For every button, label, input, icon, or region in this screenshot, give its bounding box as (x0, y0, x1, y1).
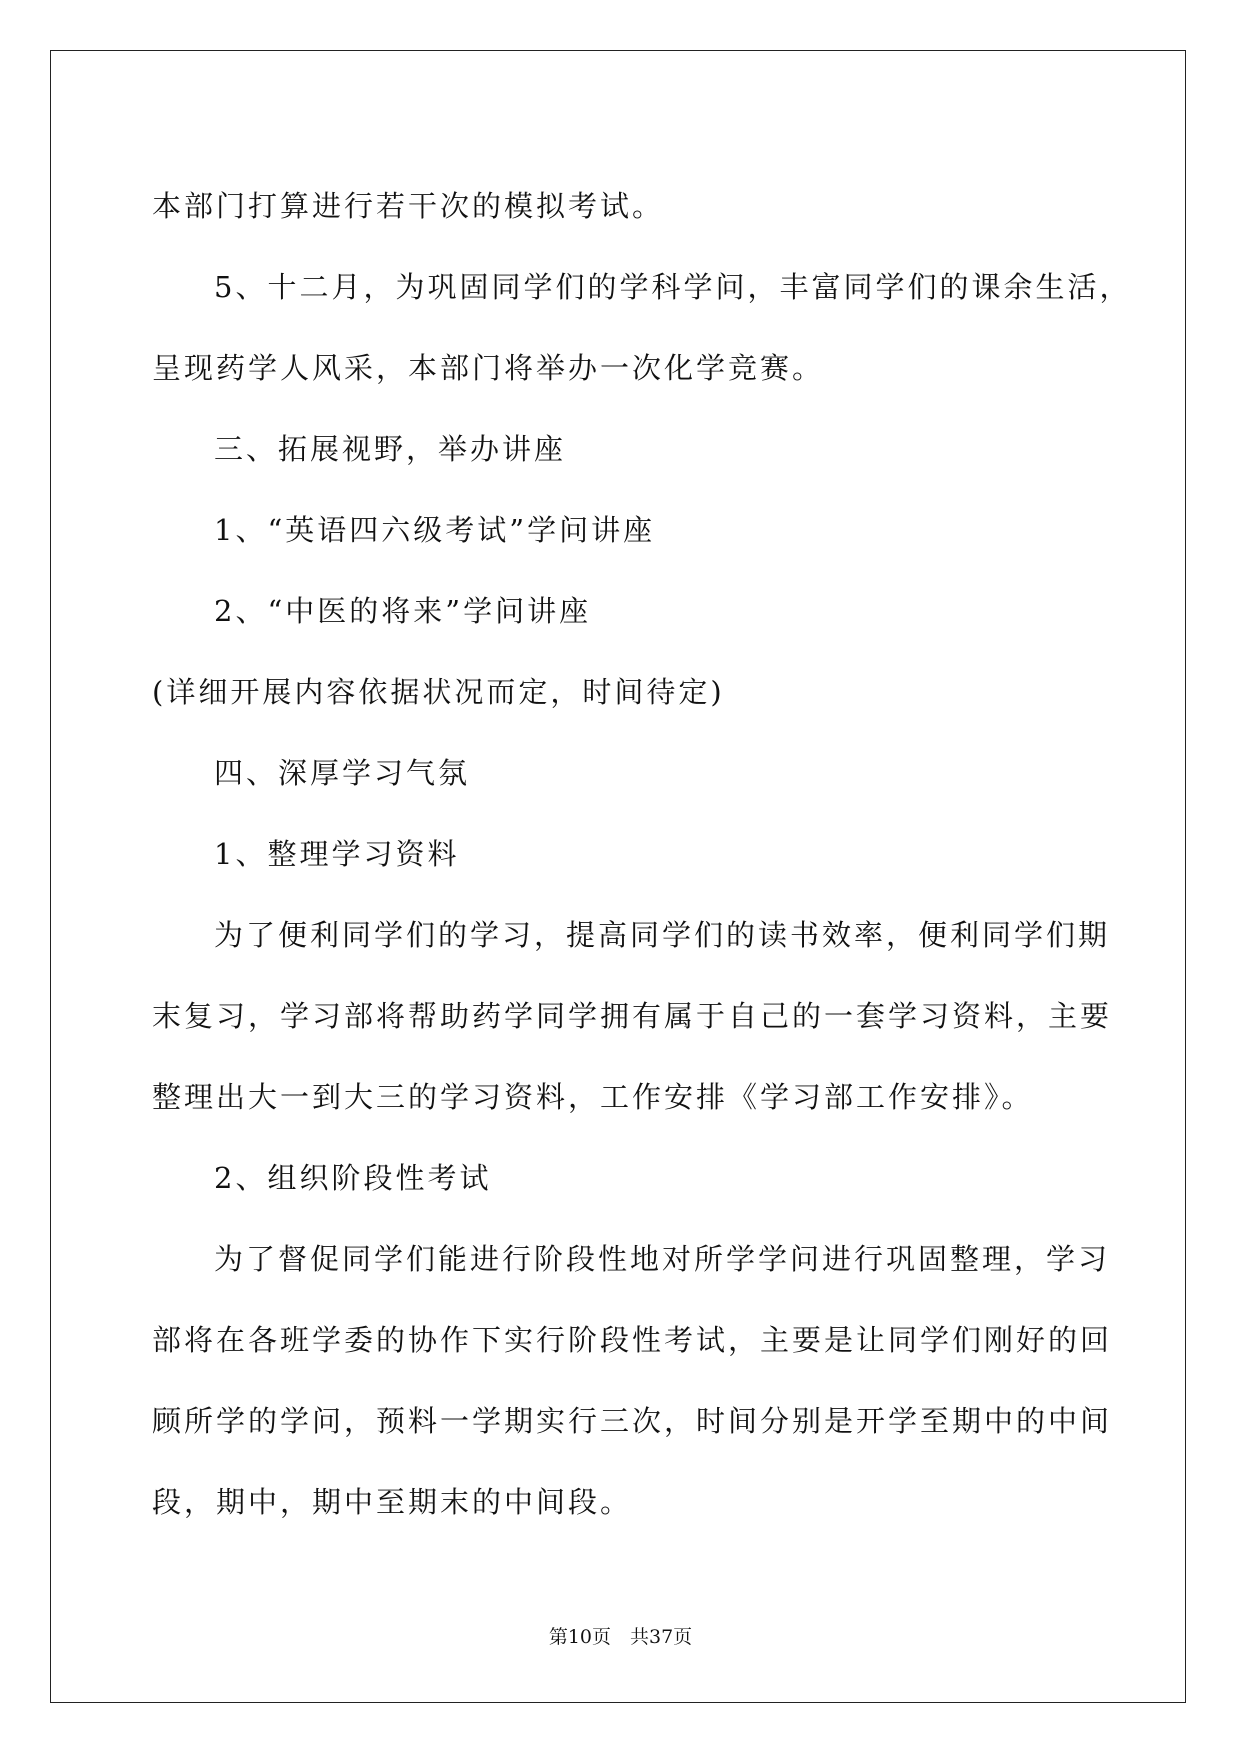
list-item: 1、“英语四六级考试”学问讲座 (214, 513, 656, 547)
list-item: 2、“中医的将来”学问讲座 (214, 594, 592, 628)
paragraph-line: 5、十二月，为巩固同学们的学科学问，丰富同学们的课余生活， (214, 270, 1132, 304)
document-body (152, 166, 1132, 1543)
paragraph-line: 本部门打算进行若干次的模拟考试。 (152, 189, 665, 223)
section-heading: 四、深厚学习气氛 (214, 756, 471, 790)
page-number: 第10页 共37页 (548, 1626, 693, 1648)
paragraph-line: 为了便利同学们的学习，提高同学们的读书效率，便利同学们期 (214, 918, 1111, 952)
paragraph-line: 顾所学的学问，预料一学期实行三次，时间分别是开学至期中的中间 (152, 1404, 1113, 1438)
paragraph-line: 部将在各班学委的协作下实行阶段性考试，主要是让同学们刚好的回 (152, 1323, 1113, 1357)
paragraph-line: 末复习，学习部将帮助药学同学拥有属于自己的一套学习资料，主要 (152, 999, 1113, 1033)
note-line: (详细开展内容依据状况而定，时间待定) (152, 675, 725, 709)
subsection-heading: 1、整理学习资料 (214, 837, 460, 871)
subsection-heading: 2、组织阶段性考试 (214, 1161, 492, 1195)
paragraph-line: 段，期中，期中至期末的中间段。 (152, 1485, 633, 1519)
paragraph-line: 整理出大一到大三的学习资料，工作安排《学习部工作安排》。 (152, 1080, 1034, 1114)
paragraph-line: 为了督促同学们能进行阶段性地对所学学问进行巩固整理，学习 (214, 1242, 1111, 1276)
paragraph-line: 呈现药学人风采，本部门将举办一次化学竞赛。 (152, 351, 825, 385)
section-heading: 三、拓展视野，举办讲座 (214, 432, 567, 466)
